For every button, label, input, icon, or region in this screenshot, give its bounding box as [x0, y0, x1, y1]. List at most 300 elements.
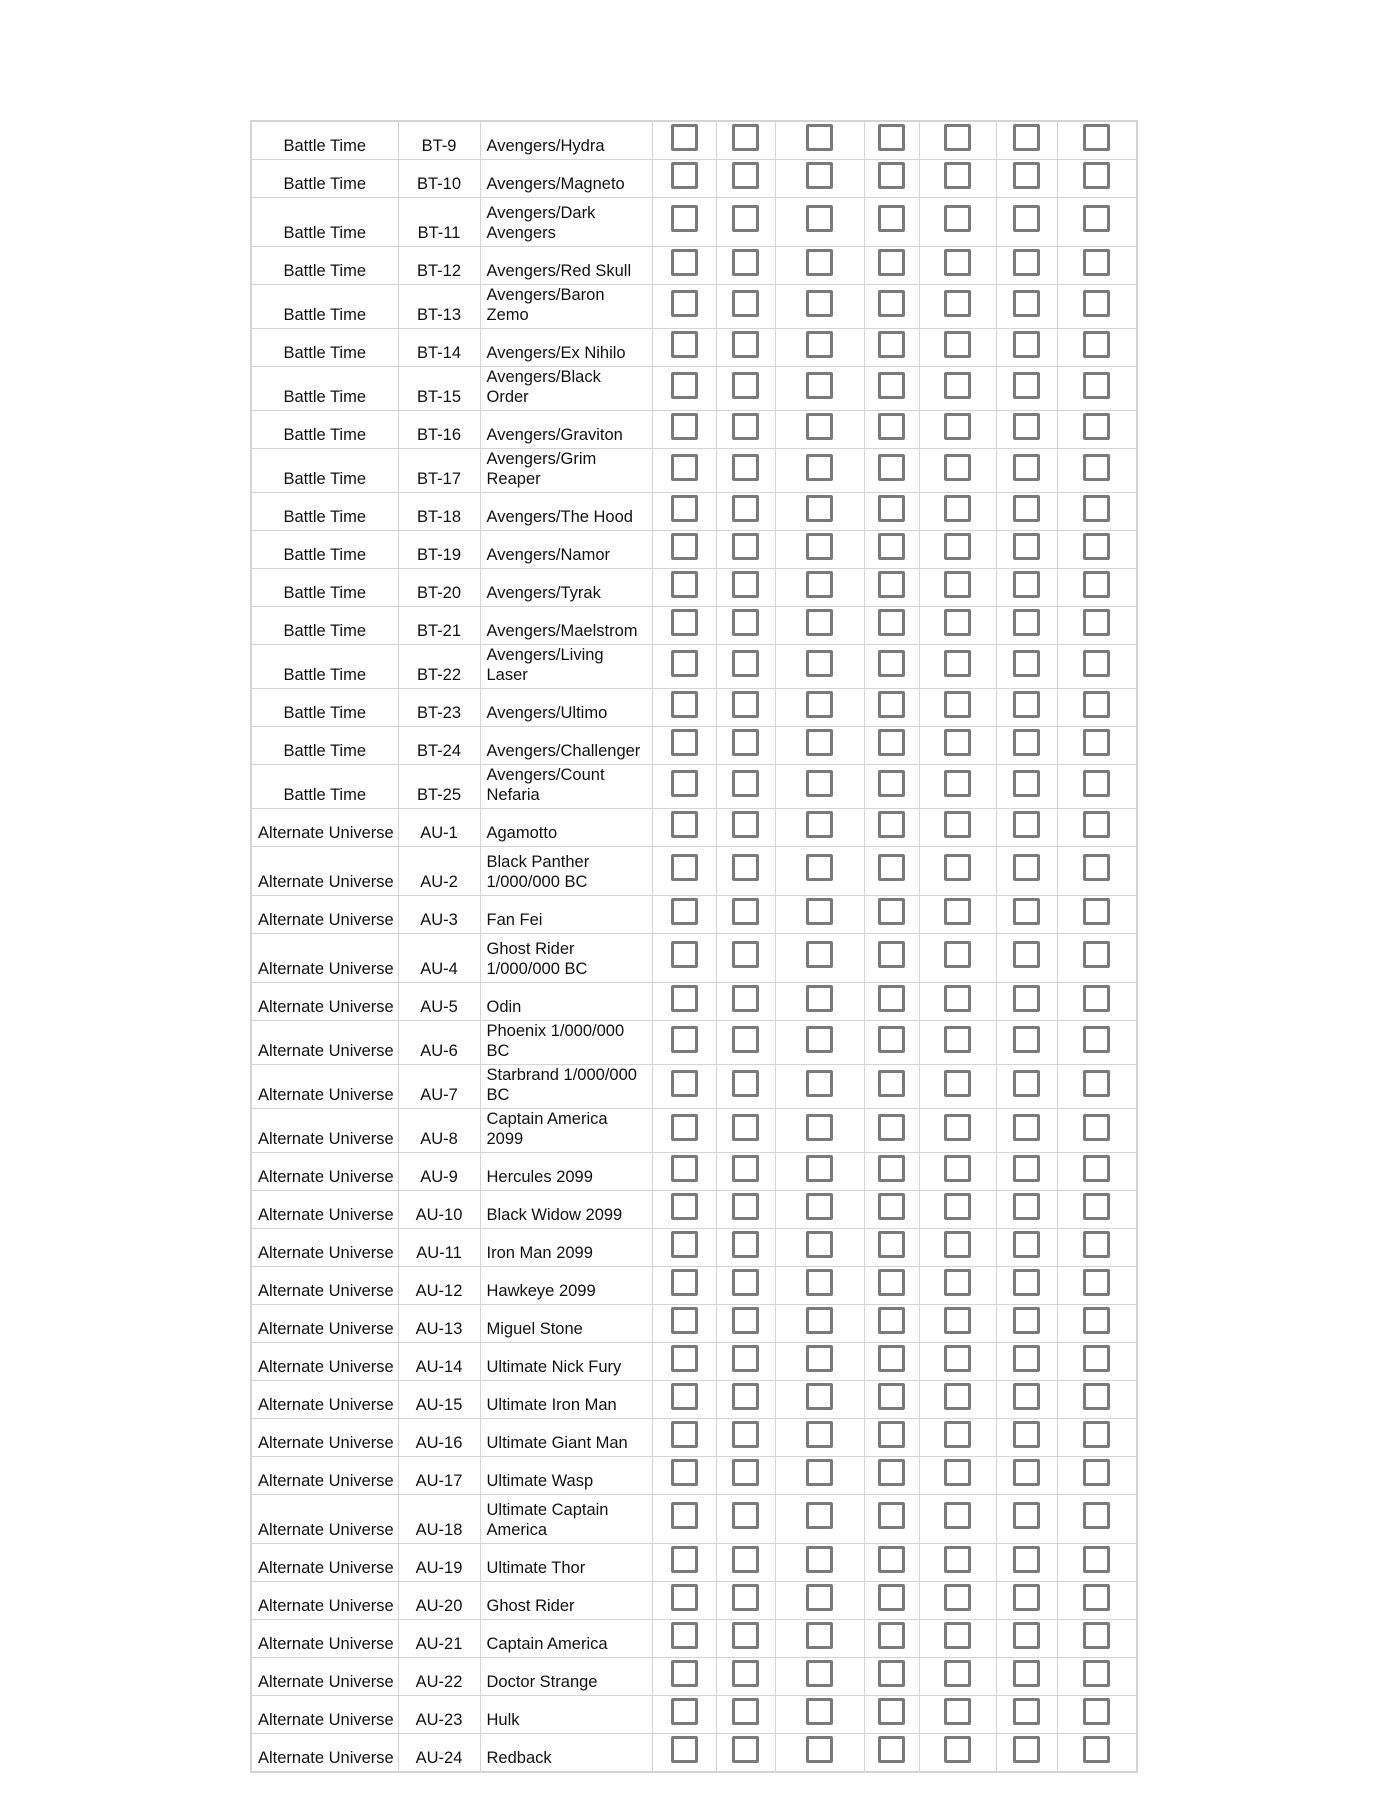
checkbox[interactable]: [671, 1345, 698, 1372]
checkbox[interactable]: [878, 372, 905, 399]
checkbox[interactable]: [944, 1026, 971, 1053]
checkbox[interactable]: [732, 571, 759, 598]
checkbox[interactable]: [944, 454, 971, 481]
checkbox[interactable]: [878, 1231, 905, 1258]
checkbox[interactable]: [1083, 1502, 1110, 1529]
checkbox[interactable]: [732, 1193, 759, 1220]
checkbox[interactable]: [671, 413, 698, 440]
checkbox[interactable]: [944, 205, 971, 232]
checkbox[interactable]: [671, 1502, 698, 1529]
checkbox[interactable]: [806, 571, 833, 598]
checkbox[interactable]: [671, 571, 698, 598]
checkbox[interactable]: [878, 811, 905, 838]
checkbox[interactable]: [806, 1231, 833, 1258]
set-name-cell: Battle Time: [251, 727, 398, 765]
checkbox[interactable]: [1083, 533, 1110, 560]
card-name-cell: Phoenix 1/000/000 BC: [480, 1021, 652, 1065]
checkbox[interactable]: [1083, 1660, 1110, 1687]
checkbox[interactable]: [732, 691, 759, 718]
checkbox[interactable]: [1083, 1026, 1110, 1053]
checkbox[interactable]: [732, 650, 759, 677]
card-number-cell: AU-9: [398, 1153, 480, 1191]
checkbox[interactable]: [944, 1622, 971, 1649]
checkbox[interactable]: [944, 533, 971, 560]
checkbox[interactable]: [878, 854, 905, 881]
checkbox[interactable]: [806, 729, 833, 756]
checkbox[interactable]: [806, 985, 833, 1012]
checkbox[interactable]: [878, 1584, 905, 1611]
checkbox[interactable]: [1013, 1736, 1040, 1763]
checkbox[interactable]: [944, 729, 971, 756]
checkbox[interactable]: [671, 372, 698, 399]
checkbox[interactable]: [806, 1383, 833, 1410]
checkbox[interactable]: [732, 1584, 759, 1611]
checkbox[interactable]: [806, 1269, 833, 1296]
card-number-cell: BT-24: [398, 727, 480, 765]
checkbox[interactable]: [732, 854, 759, 881]
checkbox[interactable]: [806, 1502, 833, 1529]
checkbox[interactable]: [671, 1070, 698, 1097]
checkbox[interactable]: [671, 1269, 698, 1296]
checkbox[interactable]: [671, 609, 698, 636]
checkbox[interactable]: [1013, 691, 1040, 718]
checkbox[interactable]: [944, 495, 971, 522]
checkbox[interactable]: [671, 162, 698, 189]
checkbox[interactable]: [806, 372, 833, 399]
checkbox[interactable]: [878, 495, 905, 522]
checkbox[interactable]: [1013, 1231, 1040, 1258]
checkbox[interactable]: [806, 533, 833, 560]
checkbox[interactable]: [806, 691, 833, 718]
checkbox[interactable]: [732, 1070, 759, 1097]
checkbox[interactable]: [1083, 372, 1110, 399]
checkbox[interactable]: [1083, 1114, 1110, 1141]
checkbox[interactable]: [878, 1193, 905, 1220]
checkbox[interactable]: [1083, 985, 1110, 1012]
checkbox[interactable]: [671, 729, 698, 756]
checkbox[interactable]: [1083, 1459, 1110, 1486]
checkbox[interactable]: [1013, 609, 1040, 636]
checkbox[interactable]: [806, 1698, 833, 1725]
checkbox[interactable]: [1083, 729, 1110, 756]
checkbox[interactable]: [671, 205, 698, 232]
checkbox[interactable]: [944, 290, 971, 317]
checkbox[interactable]: [671, 124, 698, 151]
checkbox[interactable]: [1083, 811, 1110, 838]
checkbox[interactable]: [806, 1070, 833, 1097]
checkbox[interactable]: [878, 650, 905, 677]
checkbox[interactable]: [878, 1459, 905, 1486]
checkbox[interactable]: [1013, 1155, 1040, 1182]
checkbox[interactable]: [732, 609, 759, 636]
checkbox[interactable]: [671, 941, 698, 968]
checkbox[interactable]: [878, 205, 905, 232]
checkbox[interactable]: [732, 941, 759, 968]
checkbox[interactable]: [732, 1698, 759, 1725]
checkbox[interactable]: [1013, 1622, 1040, 1649]
checkbox[interactable]: [732, 729, 759, 756]
checkbox[interactable]: [1013, 1383, 1040, 1410]
checkbox[interactable]: [732, 372, 759, 399]
checkbox[interactable]: [944, 372, 971, 399]
checkbox[interactable]: [732, 1660, 759, 1687]
checkbox[interactable]: [806, 124, 833, 151]
checkbox[interactable]: [1013, 729, 1040, 756]
checkbox[interactable]: [1083, 1155, 1110, 1182]
checkbox[interactable]: [732, 1114, 759, 1141]
checkbox[interactable]: [1013, 811, 1040, 838]
checkbox[interactable]: [671, 650, 698, 677]
checkbox[interactable]: [732, 1546, 759, 1573]
checkbox[interactable]: [944, 650, 971, 677]
checkbox[interactable]: [1083, 854, 1110, 881]
checkbox[interactable]: [732, 1155, 759, 1182]
checkbox[interactable]: [671, 495, 698, 522]
checkbox[interactable]: [732, 495, 759, 522]
checkbox[interactable]: [671, 1546, 698, 1573]
checkbox[interactable]: [1083, 770, 1110, 797]
checkbox[interactable]: [732, 413, 759, 440]
checkbox[interactable]: [1013, 249, 1040, 276]
checkbox[interactable]: [944, 609, 971, 636]
checkbox[interactable]: [1013, 413, 1040, 440]
checkbox[interactable]: [732, 1459, 759, 1486]
checkbox[interactable]: [944, 124, 971, 151]
checkbox-cell: [919, 1343, 996, 1381]
checkbox[interactable]: [1013, 571, 1040, 598]
checkbox[interactable]: [806, 811, 833, 838]
checkbox[interactable]: [1083, 941, 1110, 968]
checkbox[interactable]: [1083, 249, 1110, 276]
checkbox[interactable]: [878, 162, 905, 189]
checkbox[interactable]: [878, 290, 905, 317]
checkbox[interactable]: [671, 1421, 698, 1448]
checkbox[interactable]: [806, 1622, 833, 1649]
checkbox[interactable]: [732, 1421, 759, 1448]
checkbox-cell: [864, 809, 919, 847]
checkbox[interactable]: [806, 495, 833, 522]
checkbox[interactable]: [944, 1155, 971, 1182]
checkbox[interactable]: [806, 854, 833, 881]
checkbox[interactable]: [1013, 1421, 1040, 1448]
checkbox[interactable]: [944, 413, 971, 440]
checkbox[interactable]: [1083, 691, 1110, 718]
checkbox[interactable]: [944, 1114, 971, 1141]
checkbox[interactable]: [878, 985, 905, 1012]
checkbox[interactable]: [806, 249, 833, 276]
checkbox[interactable]: [1013, 533, 1040, 560]
checkbox-cell: [996, 247, 1057, 285]
checkbox[interactable]: [671, 1459, 698, 1486]
checkbox[interactable]: [1083, 495, 1110, 522]
checkbox[interactable]: [1013, 1502, 1040, 1529]
checkbox[interactable]: [671, 290, 698, 317]
checkbox-cell: [775, 531, 864, 569]
checkbox[interactable]: [944, 691, 971, 718]
checkbox[interactable]: [1013, 1698, 1040, 1725]
checkbox[interactable]: [1083, 124, 1110, 151]
checkbox[interactable]: [1013, 1307, 1040, 1334]
checkbox[interactable]: [732, 249, 759, 276]
checkbox[interactable]: [732, 1622, 759, 1649]
checkbox-cell: [652, 765, 716, 809]
checkbox[interactable]: [1013, 205, 1040, 232]
checkbox[interactable]: [878, 1070, 905, 1097]
checkbox[interactable]: [732, 1231, 759, 1258]
checkbox[interactable]: [878, 331, 905, 358]
checkbox[interactable]: [732, 985, 759, 1012]
checkbox[interactable]: [806, 1155, 833, 1182]
checkbox[interactable]: [1013, 1193, 1040, 1220]
checkbox[interactable]: [732, 124, 759, 151]
checkbox[interactable]: [806, 1584, 833, 1611]
checkbox[interactable]: [878, 1269, 905, 1296]
checkbox[interactable]: [732, 770, 759, 797]
checkbox[interactable]: [732, 1383, 759, 1410]
checkbox[interactable]: [1013, 650, 1040, 677]
checkbox[interactable]: [878, 1421, 905, 1448]
checkbox[interactable]: [1013, 898, 1040, 925]
checkbox[interactable]: [671, 1584, 698, 1611]
checkbox[interactable]: [806, 331, 833, 358]
checkbox[interactable]: [878, 1698, 905, 1725]
checkbox[interactable]: [806, 1114, 833, 1141]
checkbox[interactable]: [806, 1459, 833, 1486]
checkbox[interactable]: [944, 1459, 971, 1486]
checkbox[interactable]: [1083, 331, 1110, 358]
checkbox[interactable]: [944, 1502, 971, 1529]
checkbox[interactable]: [1083, 1736, 1110, 1763]
checkbox[interactable]: [878, 1383, 905, 1410]
checkbox[interactable]: [806, 290, 833, 317]
checkbox[interactable]: [671, 1114, 698, 1141]
checkbox[interactable]: [878, 609, 905, 636]
checkbox[interactable]: [732, 454, 759, 481]
checkbox-cell: [1057, 847, 1137, 896]
checkbox[interactable]: [944, 1070, 971, 1097]
checkbox[interactable]: [806, 609, 833, 636]
checkbox[interactable]: [878, 941, 905, 968]
checkbox[interactable]: [671, 533, 698, 560]
checkbox[interactable]: [878, 1345, 905, 1372]
checkbox[interactable]: [671, 854, 698, 881]
checkbox[interactable]: [878, 413, 905, 440]
checkbox[interactable]: [944, 941, 971, 968]
checkbox[interactable]: [944, 1660, 971, 1687]
checkbox[interactable]: [806, 1421, 833, 1448]
checkbox[interactable]: [732, 811, 759, 838]
checkbox[interactable]: [878, 691, 905, 718]
checkbox[interactable]: [944, 1736, 971, 1763]
checkbox[interactable]: [1083, 1231, 1110, 1258]
checkbox[interactable]: [732, 1736, 759, 1763]
checkbox[interactable]: [671, 1698, 698, 1725]
checkbox[interactable]: [1083, 1193, 1110, 1220]
checkbox[interactable]: [878, 1502, 905, 1529]
checkbox[interactable]: [878, 1155, 905, 1182]
checkbox[interactable]: [944, 1383, 971, 1410]
checkbox[interactable]: [878, 1660, 905, 1687]
checkbox[interactable]: [1013, 770, 1040, 797]
checkbox[interactable]: [1013, 1026, 1040, 1053]
checkbox[interactable]: [944, 1345, 971, 1372]
checkbox[interactable]: [1013, 1345, 1040, 1372]
checkbox[interactable]: [944, 1307, 971, 1334]
checkbox[interactable]: [1013, 1546, 1040, 1573]
checklist-row: [251, 198, 1137, 247]
checkbox[interactable]: [1083, 1698, 1110, 1725]
checkbox[interactable]: [732, 1307, 759, 1334]
checkbox[interactable]: [732, 533, 759, 560]
checkbox[interactable]: [944, 1698, 971, 1725]
checkbox[interactable]: [878, 729, 905, 756]
checkbox[interactable]: [806, 941, 833, 968]
checkbox[interactable]: [1083, 1584, 1110, 1611]
checkbox[interactable]: [878, 249, 905, 276]
checkbox[interactable]: [1013, 1070, 1040, 1097]
checkbox[interactable]: [806, 205, 833, 232]
checkbox[interactable]: [806, 1660, 833, 1687]
checkbox[interactable]: [732, 331, 759, 358]
checkbox[interactable]: [732, 205, 759, 232]
checkbox[interactable]: [732, 290, 759, 317]
checkbox[interactable]: [1013, 495, 1040, 522]
checkbox[interactable]: [1013, 124, 1040, 151]
checkbox[interactable]: [944, 1546, 971, 1573]
checkbox[interactable]: [944, 331, 971, 358]
checkbox[interactable]: [1013, 854, 1040, 881]
checkbox[interactable]: [878, 124, 905, 151]
checkbox[interactable]: [1013, 985, 1040, 1012]
checkbox[interactable]: [944, 854, 971, 881]
checkbox[interactable]: [878, 533, 905, 560]
checkbox[interactable]: [944, 571, 971, 598]
checkbox[interactable]: [671, 1231, 698, 1258]
checkbox[interactable]: [671, 249, 698, 276]
checkbox[interactable]: [1013, 331, 1040, 358]
checkbox[interactable]: [1013, 1114, 1040, 1141]
checkbox-cell: [864, 531, 919, 569]
checkbox[interactable]: [1013, 290, 1040, 317]
checkbox[interactable]: [1013, 1269, 1040, 1296]
checkbox[interactable]: [732, 1269, 759, 1296]
checkbox[interactable]: [878, 1736, 905, 1763]
checkbox[interactable]: [878, 1622, 905, 1649]
checkbox[interactable]: [671, 331, 698, 358]
checkbox[interactable]: [671, 770, 698, 797]
checkbox[interactable]: [671, 1307, 698, 1334]
checkbox[interactable]: [944, 1269, 971, 1296]
checkbox[interactable]: [878, 898, 905, 925]
checkbox[interactable]: [944, 811, 971, 838]
checkbox[interactable]: [806, 650, 833, 677]
checkbox[interactable]: [671, 985, 698, 1012]
checkbox[interactable]: [944, 985, 971, 1012]
checkbox[interactable]: [878, 1546, 905, 1573]
checkbox[interactable]: [732, 1345, 759, 1372]
checkbox[interactable]: [1083, 1546, 1110, 1573]
checkbox[interactable]: [944, 1421, 971, 1448]
checkbox[interactable]: [732, 162, 759, 189]
checkbox[interactable]: [878, 571, 905, 598]
checkbox[interactable]: [732, 1026, 759, 1053]
checkbox[interactable]: [1083, 1269, 1110, 1296]
checkbox[interactable]: [806, 162, 833, 189]
checkbox[interactable]: [1083, 1622, 1110, 1649]
checkbox[interactable]: [671, 1736, 698, 1763]
checkbox[interactable]: [1083, 1307, 1110, 1334]
checkbox[interactable]: [1083, 609, 1110, 636]
checkbox[interactable]: [944, 770, 971, 797]
checkbox[interactable]: [671, 1155, 698, 1182]
checkbox[interactable]: [671, 691, 698, 718]
checkbox[interactable]: [732, 1502, 759, 1529]
checkbox[interactable]: [806, 898, 833, 925]
checkbox[interactable]: [1083, 454, 1110, 481]
checkbox[interactable]: [878, 1307, 905, 1334]
checkbox[interactable]: [1083, 1383, 1110, 1410]
checkbox[interactable]: [944, 1193, 971, 1220]
checkbox[interactable]: [1083, 1421, 1110, 1448]
checkbox[interactable]: [671, 1622, 698, 1649]
checkbox[interactable]: [806, 454, 833, 481]
checkbox[interactable]: [944, 249, 971, 276]
checkbox[interactable]: [944, 898, 971, 925]
checkbox[interactable]: [1013, 454, 1040, 481]
checkbox[interactable]: [944, 1584, 971, 1611]
checkbox[interactable]: [806, 413, 833, 440]
checkbox[interactable]: [671, 811, 698, 838]
checkbox[interactable]: [1013, 941, 1040, 968]
checkbox[interactable]: [806, 1546, 833, 1573]
checkbox[interactable]: [806, 1307, 833, 1334]
checkbox[interactable]: [944, 162, 971, 189]
checkbox-cell: [1057, 1305, 1137, 1343]
checkbox[interactable]: [671, 1193, 698, 1220]
checkbox[interactable]: [806, 1736, 833, 1763]
checkbox[interactable]: [671, 454, 698, 481]
checkbox[interactable]: [1083, 290, 1110, 317]
checkbox[interactable]: [1083, 413, 1110, 440]
checkbox[interactable]: [671, 898, 698, 925]
checkbox[interactable]: [1013, 1459, 1040, 1486]
checkbox[interactable]: [806, 770, 833, 797]
checkbox[interactable]: [1083, 1070, 1110, 1097]
checkbox[interactable]: [878, 1026, 905, 1053]
checkbox[interactable]: [806, 1026, 833, 1053]
checkbox[interactable]: [878, 454, 905, 481]
checkbox[interactable]: [671, 1660, 698, 1687]
checkbox[interactable]: [1083, 898, 1110, 925]
checkbox[interactable]: [944, 1231, 971, 1258]
checkbox[interactable]: [671, 1383, 698, 1410]
checkbox[interactable]: [806, 1193, 833, 1220]
checkbox[interactable]: [1083, 650, 1110, 677]
checkbox[interactable]: [1083, 571, 1110, 598]
checkbox[interactable]: [878, 770, 905, 797]
checkbox[interactable]: [732, 898, 759, 925]
checkbox[interactable]: [1013, 372, 1040, 399]
checkbox[interactable]: [1083, 1345, 1110, 1372]
checkbox[interactable]: [1083, 162, 1110, 189]
checkbox[interactable]: [1013, 1660, 1040, 1687]
checkbox[interactable]: [1013, 1584, 1040, 1611]
checkbox[interactable]: [878, 1114, 905, 1141]
checkbox[interactable]: [671, 1026, 698, 1053]
checkbox[interactable]: [806, 1345, 833, 1372]
checkbox[interactable]: [1013, 162, 1040, 189]
checkbox[interactable]: [1083, 205, 1110, 232]
